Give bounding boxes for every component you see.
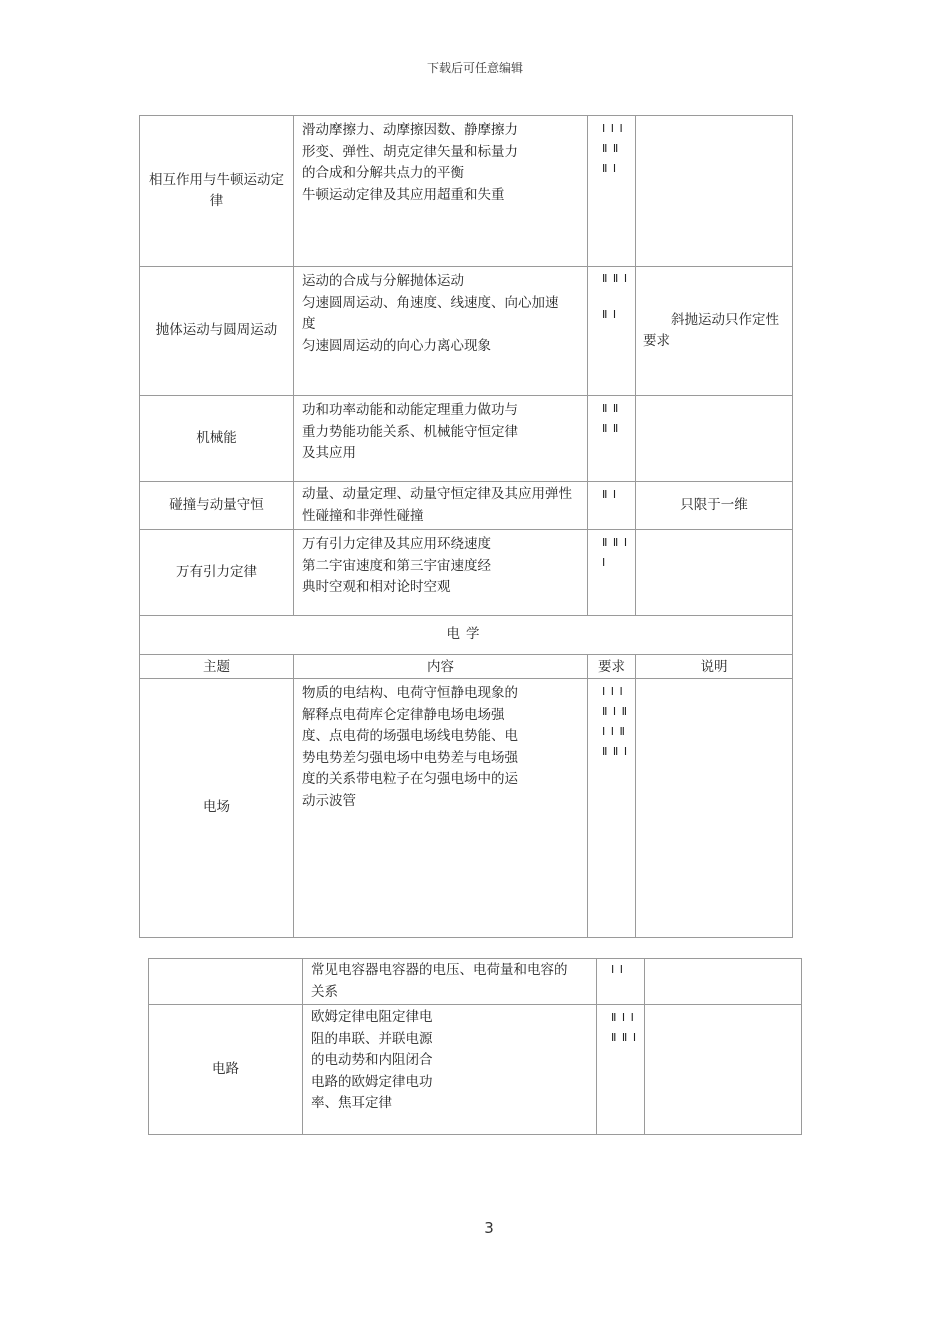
requirement-level bbox=[602, 289, 635, 305]
note-cell: 斜抛运动只作定性要求 bbox=[636, 267, 793, 396]
table-row bbox=[140, 267, 793, 396]
syllabus-table-continued bbox=[148, 958, 802, 1135]
content-line: 的合成和分解共点力的平衡 bbox=[302, 165, 464, 181]
requirement-level: Ⅱ Ⅱ I bbox=[611, 1031, 638, 1044]
requirement-level: Ⅱ I bbox=[602, 162, 618, 175]
content-cell bbox=[303, 959, 597, 1005]
requirement-level: Ⅱ I bbox=[602, 308, 618, 321]
content-line: 关系 bbox=[311, 983, 338, 1000]
note-cell bbox=[636, 530, 793, 616]
content-line: 运动的合成与分解抛体运动 bbox=[302, 273, 464, 289]
requirement-level: I I I bbox=[602, 685, 624, 698]
content-line: 势电势差匀强电场中电势差与电场强 bbox=[302, 749, 518, 766]
content-line: 阻的串联、并联电源 bbox=[311, 1030, 433, 1047]
topic-cell: 万有引力定律 bbox=[140, 530, 294, 616]
content-line: 的电动势和内阻闭合 bbox=[311, 1052, 433, 1068]
note-cell bbox=[645, 959, 802, 1005]
content-line: 滑动摩擦力、动摩擦因数、静摩擦力 bbox=[302, 122, 518, 138]
requirement-cell bbox=[597, 1005, 645, 1135]
page-header: 下载后可任意编辑 bbox=[426, 61, 523, 75]
requirement-cell bbox=[588, 267, 636, 396]
content-line: 解释点电荷库仑定律静电场电场强 bbox=[302, 706, 505, 723]
note-cell: 只限于一维 bbox=[636, 482, 793, 530]
content-line: 万有引力定律及其应用环绕速度 bbox=[302, 536, 491, 552]
content-line: 第二宇宙速度和第三宇宙速度经 bbox=[302, 557, 491, 574]
content-cell bbox=[294, 530, 588, 616]
table-row bbox=[140, 396, 793, 482]
topic-cell: 电场 bbox=[140, 679, 294, 938]
section-title: 电学 bbox=[140, 616, 793, 655]
content-line: 率、焦耳定律 bbox=[311, 1095, 392, 1111]
content-line: 及其应用 bbox=[302, 445, 356, 461]
note-cell bbox=[636, 116, 793, 267]
requirement-level: I I Ⅱ bbox=[602, 725, 626, 738]
table-row bbox=[140, 116, 793, 267]
column-header-topic: 主题 bbox=[140, 655, 294, 679]
content-cell bbox=[294, 396, 588, 482]
table-row bbox=[140, 530, 793, 616]
topic-cell: 电路 bbox=[149, 1005, 303, 1135]
requirement-level: Ⅱ I I bbox=[611, 1011, 635, 1024]
content-line: 常见电容器电容器的电压、电荷量和电容的 bbox=[311, 962, 568, 978]
table-row bbox=[149, 959, 802, 1005]
content-line: 度 bbox=[302, 316, 316, 332]
content-cell bbox=[294, 679, 588, 938]
requirement-cell bbox=[588, 396, 636, 482]
content-line: 物质的电结构、电荷守恒静电现象的 bbox=[302, 685, 518, 701]
column-header-requirement: 要求 bbox=[588, 655, 636, 679]
requirement-level: I I I bbox=[602, 122, 624, 135]
requirement-level: Ⅱ Ⅱ bbox=[602, 402, 620, 415]
content-line: 度的关系带电粒子在匀强电场中的运 bbox=[302, 771, 518, 787]
requirement-level: Ⅱ I Ⅱ bbox=[602, 705, 629, 718]
topic-cell bbox=[149, 959, 303, 1005]
topic-cell: 机械能 bbox=[140, 396, 294, 482]
syllabus-table-main bbox=[139, 115, 793, 938]
content-line: 匀速圆周运动、角速度、线速度、向心加速 bbox=[302, 294, 559, 311]
content-cell bbox=[294, 116, 588, 267]
requirement-level: Ⅱ Ⅱ bbox=[602, 422, 620, 435]
content-line: 欧姆定律电阻定律电 bbox=[311, 1009, 433, 1025]
column-header-note: 说明 bbox=[636, 655, 793, 679]
table-row bbox=[149, 1005, 802, 1135]
content-line: 电路的欧姆定律电功 bbox=[311, 1073, 433, 1090]
topic-cell: 碰撞与动量守恒 bbox=[140, 482, 294, 530]
content-line: 动示波管 bbox=[302, 792, 356, 809]
topic-cell: 相互作用与牛顿运动定律 bbox=[140, 116, 294, 267]
column-header-content: 内容 bbox=[294, 655, 588, 679]
content-cell bbox=[294, 267, 588, 396]
note-cell bbox=[645, 1005, 802, 1135]
section-row bbox=[140, 616, 793, 655]
note-cell bbox=[636, 396, 793, 482]
requirement-cell bbox=[588, 482, 636, 530]
requirement-level: I I bbox=[611, 963, 624, 976]
requirement-cell bbox=[588, 679, 636, 938]
content-line: 动量、动量定理、动量守恒定律及其应用弹性 bbox=[302, 486, 572, 502]
note-cell bbox=[636, 679, 793, 938]
requirement-cell bbox=[588, 116, 636, 267]
content-line: 匀速圆周运动的向心力离心现象 bbox=[302, 337, 491, 354]
content-line: 形变、弹性、胡克定律矢量和标量力 bbox=[302, 143, 518, 160]
requirement-cell bbox=[588, 530, 636, 616]
content-line: 度、点电荷的场强电场线电势能、电 bbox=[302, 728, 518, 744]
requirement-level: Ⅱ Ⅱ I bbox=[602, 745, 629, 758]
topic-cell: 抛体运动与圆周运动 bbox=[140, 267, 294, 396]
table-row bbox=[140, 482, 793, 530]
content-line: 重力势能功能关系、机械能守恒定律 bbox=[302, 423, 518, 440]
content-line: 典时空观和相对论时空观 bbox=[302, 579, 451, 595]
requirement-level: Ⅱ I bbox=[602, 488, 618, 501]
requirement-level: Ⅱ Ⅱ I bbox=[602, 536, 629, 549]
header-row bbox=[140, 655, 793, 679]
requirement-cell bbox=[597, 959, 645, 1005]
content-cell bbox=[294, 482, 588, 530]
page-number: 3 bbox=[484, 1219, 494, 1237]
content-line: 功和功率动能和动能定理重力做功与 bbox=[302, 402, 518, 418]
content-line: 性碰撞和非弹性碰撞 bbox=[302, 507, 424, 524]
table-row bbox=[140, 679, 793, 938]
content-cell bbox=[303, 1005, 597, 1135]
content-line: 牛顿运动定律及其应用超重和失重 bbox=[302, 186, 505, 203]
requirement-level: Ⅱ Ⅱ I bbox=[602, 272, 629, 285]
requirement-level: I bbox=[602, 556, 607, 569]
requirement-level: Ⅱ Ⅱ bbox=[602, 142, 620, 155]
